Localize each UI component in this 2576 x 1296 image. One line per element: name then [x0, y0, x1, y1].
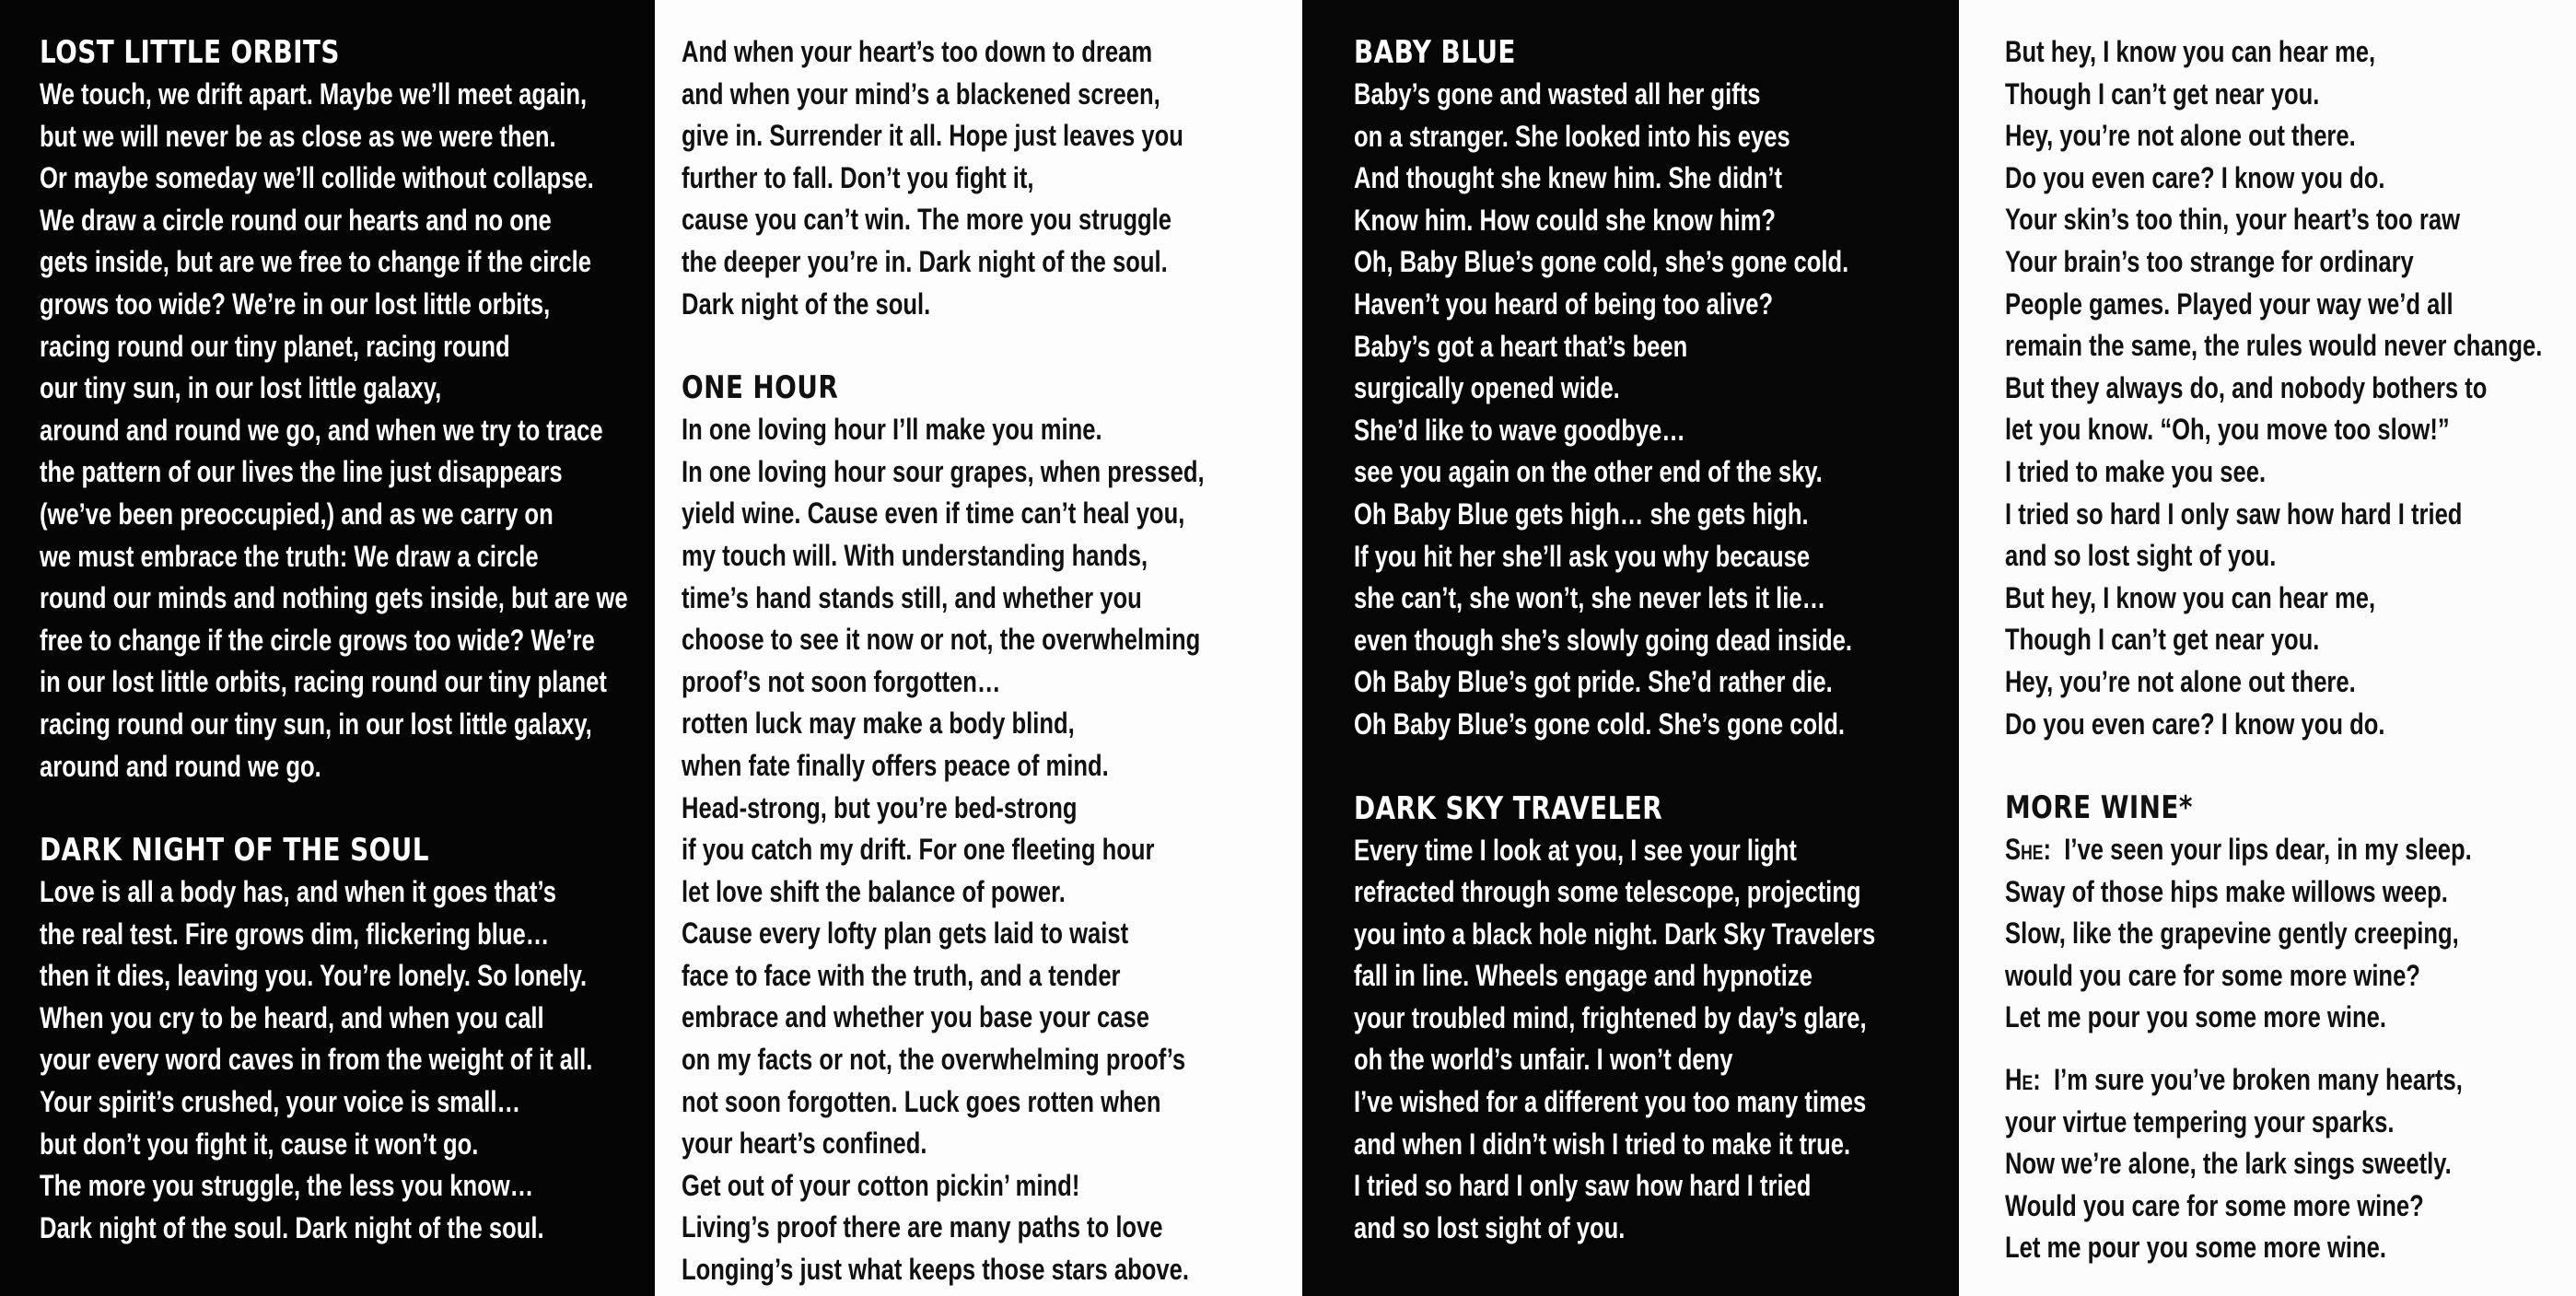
lyric-line: Longing’s just what keeps those stars above. [682, 1253, 1189, 1287]
song-title: ONE HOUR [682, 369, 839, 407]
song-lost-little-orbits [40, 31, 655, 788]
lyric-line: Hey, you’re not alone out there. [2005, 119, 2356, 153]
lyric-line: Oh Baby Blue’s got pride. She’d rather die. [1354, 665, 1833, 699]
lyric-line: Love is all a body has, and when it goes that’s [40, 875, 556, 909]
lyric-line: choose to see it now or not, the overwhelming [682, 623, 1201, 657]
lyric-line: Every time I look at you, I see your light [1354, 833, 1797, 867]
song-title: LOST LITTLE ORBITS [40, 34, 340, 71]
lyric-line: Do you even care? I know you do. [2005, 706, 2385, 741]
lyric-lines [1354, 830, 1959, 1250]
lyric-line: grows too wide? We’re in our lost little orbits, [40, 286, 551, 321]
song-one-hour [682, 367, 1302, 1290]
lyric-line: Oh Baby Blue gets high… she gets high. [1354, 496, 1809, 531]
song-dark-sky-traveler [1354, 788, 1959, 1250]
lyric-line: I tried to make you see. [2005, 454, 2267, 488]
lyric-line: let love shift the balance of power. [682, 874, 1066, 908]
verse-he [2005, 1059, 2576, 1269]
lyric-line: And thought she knew him. She didn’t [1354, 161, 1783, 195]
lyric-line: If you hit her she’ll ask you why because [1354, 539, 1811, 573]
speaker-label: She: [2005, 833, 2052, 867]
lyric-line: round our minds and nothing gets inside, but are we [40, 581, 628, 615]
lyric-line [2005, 1059, 2462, 1102]
lyric-line: oh the world’s unfair. I won’t deny [1354, 1043, 1733, 1077]
lyric-line: Dark night of the soul. [682, 286, 931, 321]
lyric-line: Get out of your cotton pickin’ mind! [682, 1168, 1080, 1202]
lyric-line: and when your mind’s a blackened screen, [682, 76, 1160, 111]
lyric-line: free to change if the circle grows too wide? We’re [40, 623, 595, 657]
lyric-line: the pattern of our lives the line just disappears [40, 455, 563, 489]
lyric-line: Let me pour you some more wine. [2005, 1000, 2386, 1034]
lyric-line: Let me pour you some more wine. [2005, 1231, 2386, 1265]
lyrics-panel-4 [1959, 0, 2576, 1296]
section-gap [2005, 745, 2576, 787]
lyrics-panel-1 [0, 0, 655, 1296]
lyric-line: she can’t, she won’t, she never lets it lie… [1354, 581, 1826, 615]
lyric-line: Though I can’t get near you. [2005, 623, 2320, 657]
lyric-line: our tiny sun, in our lost little galaxy, [40, 371, 442, 405]
song-baby-blue [1354, 31, 1959, 746]
lyric-line: around and round we go, and when we try to trace [40, 413, 603, 447]
lyric-line: let you know. “Oh, you move too slow!” [2005, 413, 2450, 447]
lyric-line: cause you can’t win. The more you struggle [682, 203, 1172, 237]
lyric-line: your virtue tempering your sparks. [2005, 1104, 2395, 1138]
lyric-line: When you cry to be heard, and when you call [40, 1000, 544, 1034]
lyric-line: Do you even care? I know you do. [2005, 160, 2385, 194]
lyrics-panel-3 [1302, 0, 1959, 1296]
lyrics-panel-2 [655, 0, 1302, 1296]
lyric-line: and so lost sight of you. [2005, 539, 2277, 573]
lyric-line: Living’s proof there are many paths to love [682, 1210, 1163, 1244]
lyric-line: She’d like to wave goodbye… [1354, 413, 1685, 447]
lyric-line: on a stranger. She looked into his eyes [1354, 119, 1790, 153]
lyric-line: in our lost little orbits, racing round our tiny planet [40, 665, 607, 699]
lyric-line: racing round our tiny planet, racing round [40, 329, 510, 363]
song-dark-sky-traveler-continued [2005, 31, 2576, 745]
lyric-line: Oh, Baby Blue’s gone cold, she’s gone cold. [1354, 245, 1849, 279]
lyric-line: But hey, I know you can hear me, [2005, 580, 2376, 614]
lyric-line: further to fall. Don’t you fight it, [682, 160, 1034, 194]
lyric-line: Hey, you’re not alone out there. [2005, 664, 2356, 698]
lyric-line: embrace and whether you base your case [682, 1000, 1149, 1034]
lyric-line: when fate finally offers peace of mind. [682, 748, 1109, 782]
lyric-line: Dark night of the soul. Dark night of the soul. [40, 1210, 544, 1244]
lyric-line: I’ve wished for a different you too many times [1354, 1085, 1867, 1119]
lyric-lines [682, 409, 1302, 1290]
lyric-line: And when your heart’s too down to dream [682, 35, 1153, 68]
lyric-line: you into a black hole night. Dark Sky Travelers [1354, 917, 1876, 951]
lyric-line: Baby’s gone and wasted all her gifts [1354, 77, 1761, 111]
lyric-line: your every word caves in from the weight of it all. [40, 1043, 593, 1077]
lyric-line: rotten luck may make a body blind, [682, 706, 1075, 741]
verse-she [2005, 829, 2576, 1039]
lyric-line: Know him. How could she know him? [1354, 203, 1776, 237]
verse-gap [2005, 1039, 2576, 1059]
lyric-lines [682, 31, 1302, 325]
lyric-line: Cause every lofty plan gets laid to waist [682, 917, 1129, 951]
lyric-line: Though I can’t get near you. [2005, 76, 2320, 111]
lyric-line: Would you care for some more wine? [2005, 1188, 2424, 1222]
lyric-line: Your spirit’s crushed, your voice is small… [40, 1085, 521, 1119]
lyric-line: Sway of those hips make willows weep. [2005, 874, 2448, 908]
lyric-line: see you again on the other end of the sky. [1354, 455, 1823, 489]
lyric-line: but don’t you fight it, cause it won’t go. [40, 1127, 479, 1161]
speaker-label: He: [2005, 1063, 2041, 1097]
song-dark-night-of-the-soul [40, 829, 655, 1249]
lyric-line: Oh Baby Blue’s gone cold. She’s gone cold. [1354, 706, 1845, 741]
lyric-line: time’s hand stands still, and whether you [682, 580, 1142, 614]
lyric-line: But they always do, and nobody bothers to [2005, 370, 2488, 404]
lyric-line: Your brain’s too strange for ordinary [2005, 244, 2414, 278]
lyric-line: would you care for some more wine? [2005, 958, 2420, 992]
lyric-line: Your skin’s too thin, your heart’s too raw [2005, 203, 2461, 237]
song-title: MORE WINE* [2005, 789, 2193, 827]
lyric-line: remain the same, the rules would never change. [2005, 329, 2543, 363]
lyric-line: (we’ve been preoccupied,) and as we carry on [40, 496, 554, 531]
lyric-line: the deeper you’re in. Dark night of the soul. [682, 244, 1168, 278]
lyric-lines [40, 871, 655, 1249]
lyric-line: racing round our tiny sun, in our lost little galaxy, [40, 706, 592, 741]
lyric-line: and so lost sight of you. [1354, 1210, 1626, 1244]
song-title: BABY BLUE [1354, 34, 1516, 71]
lyric-text: I’m sure you’ve broken many hearts, [2053, 1063, 2463, 1097]
lyric-line: then it dies, leaving you. You’re lonely. So lonely. [40, 959, 588, 993]
lyric-line: refracted through some telescope, projecting [1354, 875, 1861, 909]
lyric-line: give in. Surrender it all. Hope just leaves you [682, 119, 1183, 153]
lyric-line: your troubled mind, frightened by day’s glare, [1354, 1000, 1867, 1034]
section-gap [40, 788, 655, 829]
lyric-line: Baby’s got a heart that’s been [1354, 329, 1688, 363]
lyric-line: the real test. Fire grows dim, flickering blue… [40, 917, 550, 951]
lyric-line: But hey, I know you can hear me, [2005, 35, 2376, 68]
lyric-line [2005, 829, 2472, 871]
lyric-line: Head-strong, but you’re bed-strong [682, 790, 1078, 824]
lyric-line: if you catch my drift. For one fleeting hour [682, 833, 1155, 867]
lyric-line: we must embrace the truth: We draw a circle [40, 539, 539, 573]
lyric-line: surgically opened wide. [1354, 371, 1620, 405]
lyric-line: gets inside, but are we free to change if the circle [40, 245, 591, 279]
song-dark-night-of-the-soul-continued [682, 31, 1302, 325]
lyric-lines [2005, 31, 2576, 745]
lyric-line: Or maybe someday we’ll collide without collapse. [40, 161, 594, 195]
lyric-line: In one loving hour I’ll make you mine. [682, 413, 1102, 447]
song-more-wine [2005, 787, 2576, 1269]
lyric-line: not soon forgotten. Luck goes rotten when [682, 1084, 1161, 1118]
lyric-line: In one loving hour sour grapes, when pressed, [682, 454, 1205, 488]
lyric-line: proof’s not soon forgotten… [682, 664, 1001, 698]
lyric-line: on my facts or not, the overwhelming proof’s [682, 1043, 1186, 1077]
lyric-line: and when I didn’t wish I tried to make it true. [1354, 1127, 1851, 1161]
lyric-lines [40, 74, 655, 788]
lyric-line: around and round we go. [40, 749, 321, 783]
lyric-line: We touch, we drift apart. Maybe we’ll meet again, [40, 77, 588, 111]
lyric-line: People games. Played your way we’d all [2005, 286, 2454, 321]
lyric-line: face to face with the truth, and a tender [682, 958, 1121, 992]
song-title: DARK SKY TRAVELER [1354, 789, 1663, 827]
lyric-line: I tried so hard I only saw how hard I tried [1354, 1169, 1812, 1203]
lyric-line: my touch will. With understanding hands, [682, 538, 1148, 572]
section-gap [1354, 746, 1959, 788]
section-gap [682, 325, 1302, 367]
lyric-lines [1354, 74, 1959, 746]
lyric-line: but we will never be as close as we were then. [40, 119, 556, 153]
lyric-line: yield wine. Cause even if time can’t heal you, [682, 496, 1185, 531]
lyric-line: I tried so hard I only saw how hard I tried [2005, 496, 2463, 531]
lyric-line: even though she’s slowly going dead inside. [1354, 623, 1852, 657]
lyric-line: We draw a circle round our hearts and no one [40, 203, 552, 237]
lyric-text: I’ve seen your lips dear, in my sleep. [2064, 833, 2472, 867]
song-title: DARK NIGHT OF THE SOUL [40, 832, 429, 870]
lyric-line: Slow, like the grapevine gently creeping, [2005, 917, 2459, 951]
lyric-line: The more you struggle, the less you know… [40, 1169, 534, 1203]
lyric-line: fall in line. Wheels engage and hypnotize [1354, 959, 1813, 993]
lyric-line: Now we’re alone, the lark sings sweetly. [2005, 1147, 2452, 1181]
lyric-line: your heart’s confined. [682, 1127, 927, 1161]
lyric-line: Haven’t you heard of being too alive? [1354, 286, 1774, 321]
